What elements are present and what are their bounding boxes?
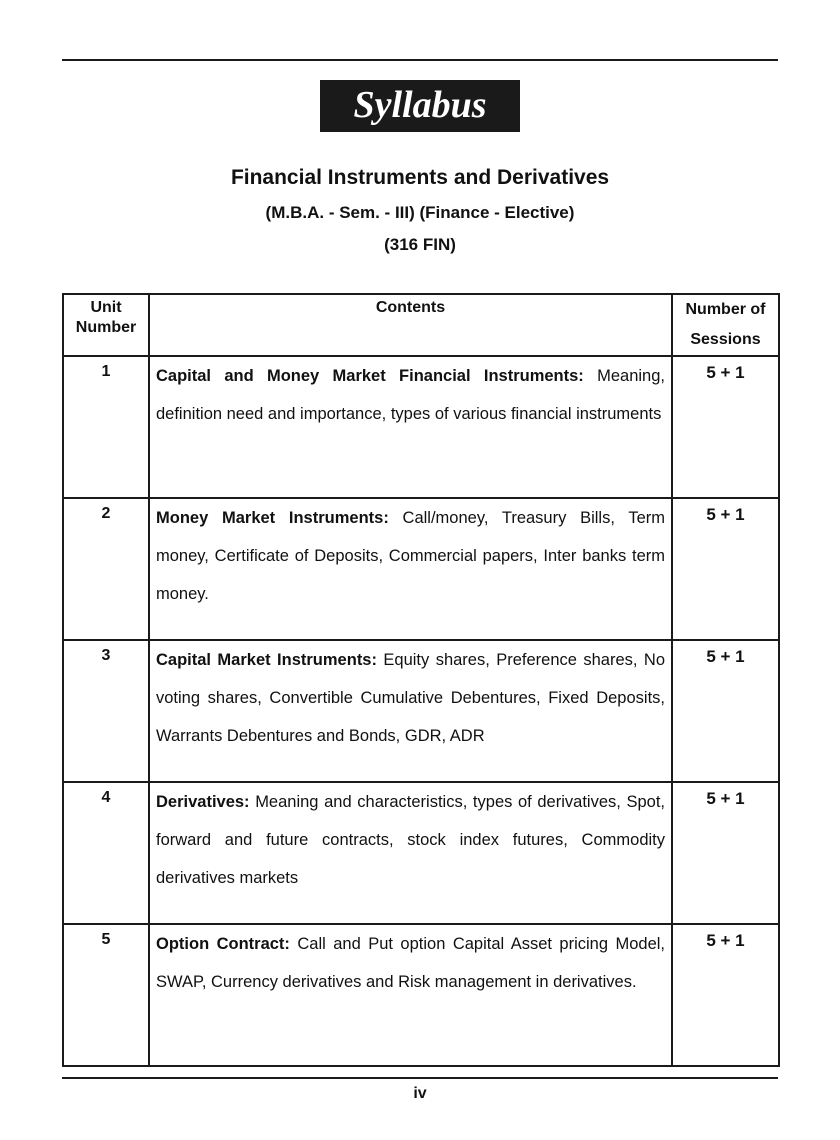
unit-topic: Capital and Money Market Financial Instruments: — [156, 367, 584, 385]
unit-details: Meaning, definition need and importance, types of various financial instruments — [156, 367, 665, 423]
table-row — [63, 924, 779, 1066]
unit-topic: Money Market Instruments: — [156, 509, 389, 527]
unit-sessions: 5 + 1 — [672, 640, 779, 782]
unit-details: Call and Put option Capital Asset pricing Model, SWAP, Currency derivatives and Risk management in derivatives. — [156, 935, 665, 991]
header-sessions-line2: Sessions — [690, 331, 761, 348]
table-row — [63, 356, 779, 498]
header-unit-line2: Number — [75, 319, 137, 336]
top-rule — [62, 59, 778, 61]
unit-sessions: 5 + 1 — [672, 498, 779, 640]
unit-contents — [149, 356, 672, 498]
header-sessions-line1: Number of — [685, 301, 766, 318]
course-code: (316 FIN) — [384, 235, 456, 254]
syllabus-badge: Syllabus — [320, 80, 520, 132]
unit-details: Equity shares, Preference shares, No voting shares, Convertible Cumulative Debentures, Fixed Deposits, Warrants Debentures and Bonds, GDR, ADR — [156, 651, 665, 745]
unit-details: Meaning and characteristics, types of derivatives, Spot, forward and future contracts, stock index futures, Commodity derivatives markets — [156, 793, 665, 887]
syllabus-table — [62, 293, 780, 1067]
table-row — [63, 498, 779, 640]
unit-sessions: 5 + 1 — [672, 356, 779, 498]
header-unit-number — [63, 294, 149, 356]
unit-number: 5 — [63, 924, 149, 1066]
unit-contents — [149, 782, 672, 924]
unit-contents — [149, 640, 672, 782]
unit-sessions: 5 + 1 — [672, 924, 779, 1066]
header-contents: Contents — [149, 294, 672, 356]
table-header-row — [63, 294, 779, 356]
unit-details: Call/money, Treasury Bills, Term money, Certificate of Deposits, Commercial papers, Inter banks term money. — [156, 509, 666, 603]
unit-topic: Derivatives: — [156, 793, 250, 811]
unit-number: 1 — [63, 356, 149, 498]
unit-contents — [149, 498, 672, 640]
unit-number: 3 — [63, 640, 149, 782]
unit-contents — [149, 924, 672, 1066]
unit-topic: Option Contract: — [156, 935, 290, 953]
unit-topic: Capital Market Instruments: — [156, 651, 377, 669]
bottom-rule — [62, 1077, 778, 1079]
header-sessions — [672, 294, 779, 356]
page-number: iv — [413, 1085, 427, 1102]
page-title: Financial Instruments and Derivatives — [230, 166, 610, 189]
unit-number: 4 — [63, 782, 149, 924]
unit-sessions: 5 + 1 — [672, 782, 779, 924]
table-row — [63, 782, 779, 924]
unit-number: 2 — [63, 498, 149, 640]
header-unit-line1: Unit — [90, 299, 122, 316]
course-subtitle: (M.B.A. - Sem. - III) (Finance - Elective) — [265, 203, 575, 222]
table-row — [63, 640, 779, 782]
